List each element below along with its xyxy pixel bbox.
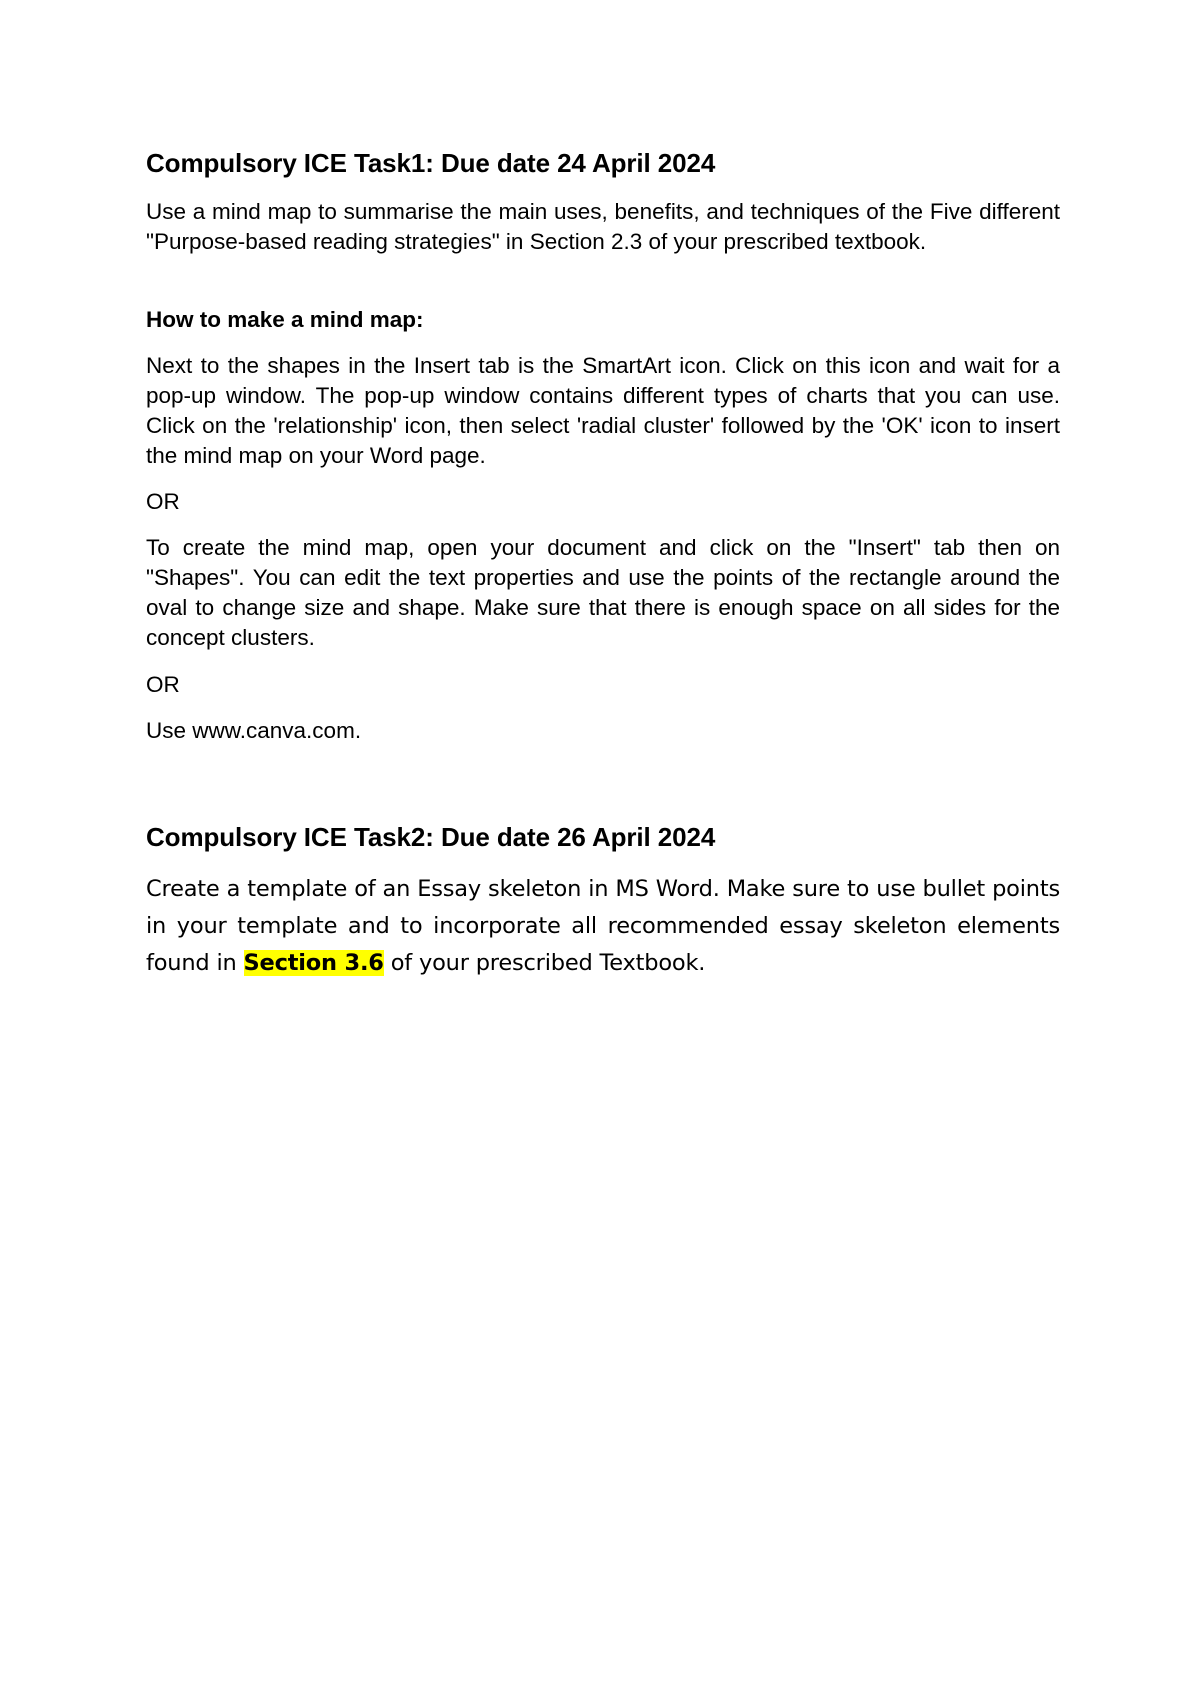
task2-heading: Compulsory ICE Task2: Due date 26 April 2024 [146, 822, 716, 852]
task1-or1: OR [146, 489, 180, 514]
task1-or2: OR [146, 672, 180, 697]
task1-option3: Use www.canva.com. [146, 718, 362, 743]
task1-subheading: How to make a mind map: [146, 307, 424, 332]
section-highlight: Section 3.6 [243, 950, 384, 976]
task1-heading: Compulsory ICE Task1: Due date 24 April 2024 [146, 148, 716, 178]
task2-body [146, 871, 1060, 982]
task2-body-after: of your prescribed Textbook. [383, 950, 706, 976]
task1-option1: Next to the shapes in the Insert tab is the SmartArt icon. Click on this icon and wait for a pop-up window. The pop-up window contains different types of charts that you can use. Click on the 'relationship' icon, then select 'radial cluster' followed by the 'OK' icon to insert the mind map on your Word page. [146, 353, 1060, 468]
task1-intro: Use a mind map to summarise the main uses, benefits, and techniques of the Five different "Purpose-based reading strategies" in Section 2.3 of your prescribed textbook. [146, 199, 1060, 254]
task2-body-before: Create a template of an Essay skeleton in MS Word. Make sure to use bullet points in your template and to incorporate all recommended essay skeleton elements found in [146, 876, 1060, 976]
task1-option2: To create the mind map, open your document and click on the "Insert" tab then on "Shapes". You can edit the text properties and use the points of the rectangle around the oval to change size and shape. Make sure that there is enough space on all sides for the concept clusters. [146, 535, 1060, 650]
